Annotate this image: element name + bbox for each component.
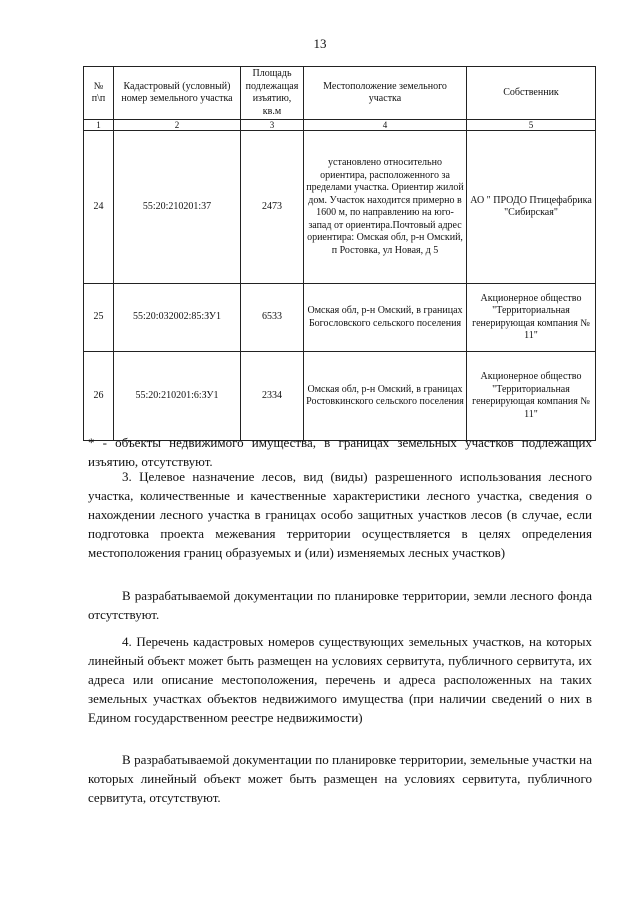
row-num: 26 [84, 352, 114, 441]
paragraph-servitude-list: 4. Перечень кадастровых номеров существующих земельных участков, на которых линейный объект может быть размещен на условиях сервитута, публичного сервитута, их адреса или описание местоположения, перечень и адреса расположенных на таких земельных участках объектов недвижимого имущества (при наличии сведений о них в Едином государственном реестре недвижимости) [88, 634, 592, 725]
paragraph-servitude-absent: В разрабатываемой документации по планировке территории, земельные участки на которых линейный объект может быть размещен на условиях сервитута, публичного сервитута, отсутствуют. [88, 752, 592, 805]
column-number: 3 [241, 120, 304, 131]
table-footnote: * - объекты недвижимого имущества, в границах земельных участков подлежащих изъятию, отсутствуют. [88, 435, 592, 469]
header-cadastral: Кадастровый (условный) номер земельного участка [114, 67, 241, 120]
column-number: 1 [84, 120, 114, 131]
row-location: Омская обл, р-н Омский, в границах Ростовкинского сельского поселения [304, 352, 467, 441]
row-area: 6533 [241, 284, 304, 352]
table-row [84, 284, 596, 352]
column-number: 4 [304, 120, 467, 131]
land-plots-table [83, 66, 596, 441]
header-location: Местоположение земельного участка [304, 67, 467, 120]
row-num: 24 [84, 131, 114, 284]
row-owner: Акционерное общество "Территориальная генерирующая компания № 11" [467, 352, 596, 441]
column-number: 5 [467, 120, 596, 131]
row-owner: Акционерное общество "Территориальная генерирующая компания № 11" [467, 284, 596, 352]
row-location: Омская обл, р-н Омский, в границах Богословского сельского поселения [304, 284, 467, 352]
header-area: Площадь подлежащая изъятию, кв.м [241, 67, 304, 120]
column-number: 2 [114, 120, 241, 131]
table-header-row [84, 67, 596, 120]
row-cadastral: 55:20:032002:85:ЗУ1 [114, 284, 241, 352]
table-row [84, 352, 596, 441]
row-location: установлено относительно ориентира, расположенного за пределами участка. Ориентир жилой дом. Участок находится примерно в 1600 м, по направлению на юго-запад от ориентира.Почтовый адрес ориентира: Омская обл, р-н Омский, п Ростовка, ул Новая, д 5 [304, 131, 467, 284]
row-num: 25 [84, 284, 114, 352]
column-number-row [84, 120, 596, 131]
row-cadastral: 55:20:210201:37 [114, 131, 241, 284]
row-area: 2473 [241, 131, 304, 284]
row-area: 2334 [241, 352, 304, 441]
row-owner: АО " ПРОДО Птицефабрика "Сибирская" [467, 131, 596, 284]
page-number: 13 [313, 36, 327, 51]
header-owner: Собственник [467, 67, 596, 120]
table-row [84, 131, 596, 284]
paragraph-forest-absent: В разрабатываемой документации по планировке территории, земли лесного фонда отсутствуют. [88, 588, 592, 622]
paragraph-forest-purpose: 3. Целевое назначение лесов, вид (виды) разрешенного использования лесного участка, количественные и качественные характеристики лесного участка, сведения о нахождении лесного участка в границах особо защитных участков лесов (в случае, если подготовка проекта межевания территории осуществляется в целях определения местоположения границ образуемых и (или) изменяемых лесных участков) [88, 469, 592, 560]
row-cadastral: 55:20:210201:6:ЗУ1 [114, 352, 241, 441]
header-num: № п\п [84, 67, 114, 120]
